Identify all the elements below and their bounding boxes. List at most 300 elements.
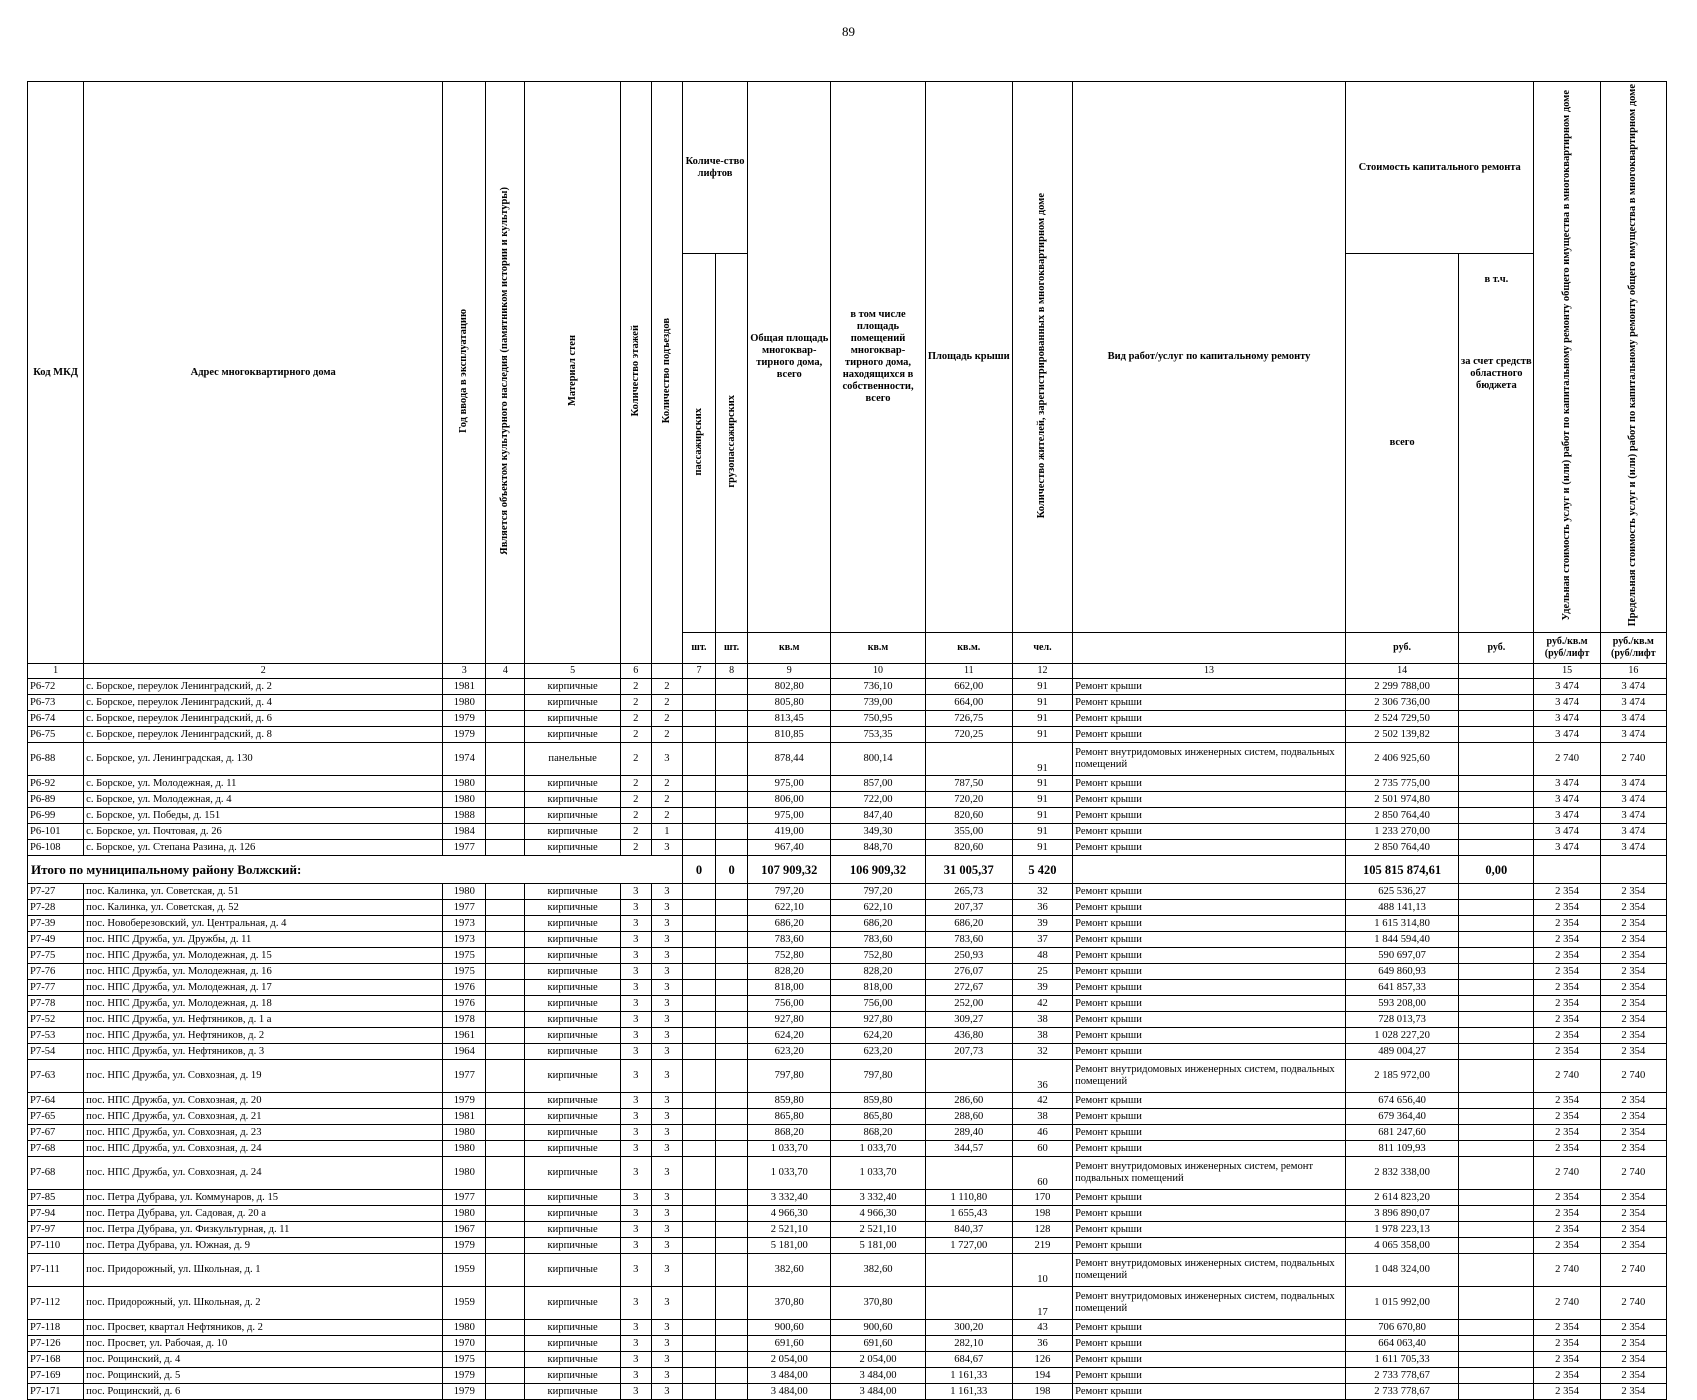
cell-lifts-cargo — [716, 695, 748, 711]
cell-limit-cost: 2 354 — [1600, 980, 1666, 996]
cell-work-type: Ремонт крыши — [1073, 1384, 1346, 1400]
cell-limit-cost: 2 354 — [1600, 1352, 1666, 1368]
cell-entrances: 3 — [651, 743, 682, 776]
cell-floors: 3 — [620, 980, 651, 996]
cell-floors: 3 — [620, 1093, 651, 1109]
cell-walls: кирпичные — [525, 1093, 620, 1109]
column-numbers-row — [28, 664, 1667, 679]
cell-heritage — [486, 824, 525, 840]
column-number: 12 — [1012, 664, 1072, 679]
cell-address: пос. Придорожный, ул. Школьная, д. 1 — [84, 1254, 443, 1287]
cell-heritage — [486, 1384, 525, 1400]
cell-cost-budget — [1459, 695, 1534, 711]
cell-heritage — [486, 1028, 525, 1044]
cell-residents: 91 — [1012, 711, 1072, 727]
cell-floors: 3 — [620, 1028, 651, 1044]
cell-cost-budget — [1459, 711, 1534, 727]
cell-entrances: 2 — [651, 776, 682, 792]
header-floors: Количество этажей — [629, 324, 641, 417]
cell-lifts-passenger — [682, 695, 715, 711]
cell-address: с. Борское, переулок Ленинградский, д. 4 — [84, 695, 443, 711]
cell-address: пос. Рощинский, д. 5 — [84, 1368, 443, 1384]
cell-total-area: 810,85 — [748, 727, 831, 743]
cell-owned-area: 736,10 — [831, 679, 925, 695]
cell-limit-cost: 3 474 — [1600, 727, 1666, 743]
cell-year: 1961 — [443, 1028, 486, 1044]
cell-total-area: 3 484,00 — [748, 1368, 831, 1384]
cell-owned-area: 847,40 — [831, 808, 925, 824]
cell-unit-cost: 3 474 — [1534, 727, 1600, 743]
cell-entrances: 3 — [651, 1206, 682, 1222]
cell-address: пос. Рощинский, д. 6 — [84, 1384, 443, 1400]
cell-address: пос. НПС Дружба, ул. Совхозная, д. 19 — [84, 1060, 443, 1093]
unit-cost-total: руб. — [1345, 633, 1458, 664]
cell-unit-cost: 2 740 — [1534, 743, 1600, 776]
cell-limit-cost: 2 354 — [1600, 1190, 1666, 1206]
cell-cost-budget — [1459, 824, 1534, 840]
cell-address: с. Борское, ул. Победы, д. 151 — [84, 808, 443, 824]
cell-heritage — [486, 916, 525, 932]
total-label: Итого по муниципальному району Волжский: — [28, 856, 683, 884]
cell-code: Р7-64 — [28, 1093, 84, 1109]
cell-work-type: Ремонт внутридомовых инженерных систем, подвальных помещений — [1073, 743, 1346, 776]
cell-floors: 2 — [620, 792, 651, 808]
cell-entrances: 3 — [651, 1044, 682, 1060]
cell-work-type: Ремонт крыши — [1073, 1125, 1346, 1141]
cell-cost-budget — [1459, 948, 1534, 964]
cell-lifts-cargo — [716, 1368, 748, 1384]
cell-lifts-passenger — [682, 996, 715, 1012]
cell-code: Р7-49 — [28, 932, 84, 948]
total-work-type — [1073, 856, 1346, 884]
cell-entrances: 2 — [651, 727, 682, 743]
cell-address: пос. Петра Дубрава, ул. Физкультурная, д. 11 — [84, 1222, 443, 1238]
cell-residents: 60 — [1012, 1141, 1072, 1157]
cell-unit-cost: 2 354 — [1534, 900, 1600, 916]
cell-roof-area: 355,00 — [925, 824, 1012, 840]
cell-roof-area: 787,50 — [925, 776, 1012, 792]
cell-cost-budget — [1459, 1190, 1534, 1206]
cell-address: с. Борское, ул. Степана Разина, д. 126 — [84, 840, 443, 856]
cell-residents: 219 — [1012, 1238, 1072, 1254]
cell-entrances: 3 — [651, 996, 682, 1012]
cell-year: 1979 — [443, 727, 486, 743]
cell-address: пос. Калинка, ул. Советская, д. 51 — [84, 884, 443, 900]
cell-address: пос. НПС Дружба, ул. Молодежная, д. 17 — [84, 980, 443, 996]
cell-lifts-cargo — [716, 1206, 748, 1222]
cell-cost-total: 489 004,27 — [1345, 1044, 1458, 1060]
table-row — [28, 1190, 1667, 1206]
cell-heritage — [486, 840, 525, 856]
cell-code: Р7-78 — [28, 996, 84, 1012]
cell-owned-area: 818,00 — [831, 980, 925, 996]
cell-roof-area: 300,20 — [925, 1320, 1012, 1336]
cell-heritage — [486, 1206, 525, 1222]
cell-work-type: Ремонт крыши — [1073, 980, 1346, 996]
cell-heritage — [486, 1287, 525, 1320]
cell-work-type: Ремонт крыши — [1073, 1336, 1346, 1352]
cell-residents: 91 — [1012, 743, 1072, 776]
cell-work-type: Ремонт крыши — [1073, 1141, 1346, 1157]
cell-roof-area: 686,20 — [925, 916, 1012, 932]
cell-lifts-passenger — [682, 792, 715, 808]
cell-entrances: 3 — [651, 1222, 682, 1238]
cell-unit-cost: 2 740 — [1534, 1157, 1600, 1190]
cell-work-type: Ремонт внутридомовых инженерных систем, подвальных помещений — [1073, 1287, 1346, 1320]
cell-code: Р7-111 — [28, 1254, 84, 1287]
total-roof-area: 31 005,37 — [925, 856, 1012, 884]
cell-cost-total: 2 735 775,00 — [1345, 776, 1458, 792]
cell-cost-total: 2 733 778,67 — [1345, 1384, 1458, 1400]
header-work-type: Вид работ/услуг по капитальному ремонту — [1073, 82, 1346, 633]
cell-entrances: 2 — [651, 792, 682, 808]
cell-entrances: 3 — [651, 1125, 682, 1141]
column-number — [1459, 664, 1534, 679]
cell-limit-cost: 2 740 — [1600, 1060, 1666, 1093]
cell-limit-cost: 2 740 — [1600, 1157, 1666, 1190]
cell-lifts-passenger — [682, 1352, 715, 1368]
cell-walls: кирпичные — [525, 1044, 620, 1060]
cell-entrances: 3 — [651, 1190, 682, 1206]
cell-lifts-passenger — [682, 948, 715, 964]
cell-cost-budget — [1459, 996, 1534, 1012]
cell-cost-budget — [1459, 727, 1534, 743]
table-row — [28, 792, 1667, 808]
cell-limit-cost: 2 354 — [1600, 1206, 1666, 1222]
cell-work-type: Ремонт крыши — [1073, 884, 1346, 900]
cell-work-type: Ремонт крыши — [1073, 695, 1346, 711]
cell-lifts-passenger — [682, 1060, 715, 1093]
cell-floors: 3 — [620, 1336, 651, 1352]
cell-lifts-passenger — [682, 776, 715, 792]
cell-residents: 91 — [1012, 679, 1072, 695]
cell-code: Р7-112 — [28, 1287, 84, 1320]
cell-lifts-cargo — [716, 743, 748, 776]
cell-owned-area: 2 054,00 — [831, 1352, 925, 1368]
cell-cost-budget — [1459, 1125, 1534, 1141]
cell-residents: 60 — [1012, 1157, 1072, 1190]
cell-total-area: 3 332,40 — [748, 1190, 831, 1206]
cell-total-area: 828,20 — [748, 964, 831, 980]
cell-heritage — [486, 695, 525, 711]
header-heritage: Является объектом культурного наследия (памятником истории и культуры) — [499, 186, 511, 555]
cell-code: Р6-108 — [28, 840, 84, 856]
cell-code: Р6-88 — [28, 743, 84, 776]
cell-lifts-passenger — [682, 679, 715, 695]
cell-limit-cost: 2 354 — [1600, 1368, 1666, 1384]
cell-address: пос. Рощинский, д. 4 — [84, 1352, 443, 1368]
cell-unit-cost: 2 740 — [1534, 1287, 1600, 1320]
page-number: 89 — [842, 24, 855, 39]
table-row — [28, 1028, 1667, 1044]
cell-lifts-passenger — [682, 1384, 715, 1400]
cell-limit-cost: 2 354 — [1600, 916, 1666, 932]
cell-walls: кирпичные — [525, 840, 620, 856]
cell-owned-area: 857,00 — [831, 776, 925, 792]
cell-limit-cost: 2 354 — [1600, 1093, 1666, 1109]
repair-register-table — [27, 81, 1667, 1400]
cell-walls: кирпичные — [525, 824, 620, 840]
cell-total-area: 818,00 — [748, 980, 831, 996]
cell-work-type: Ремонт крыши — [1073, 679, 1346, 695]
total-area: 107 909,32 — [748, 856, 831, 884]
cell-roof-area: 288,60 — [925, 1109, 1012, 1125]
cell-owned-area: 722,00 — [831, 792, 925, 808]
cell-roof-area: 250,93 — [925, 948, 1012, 964]
cell-lifts-passenger — [682, 1254, 715, 1287]
cell-lifts-cargo — [716, 1044, 748, 1060]
header-unit-cost: Удельная стоимость услуг и (или) работ по капитальному ремонту общего имущества в многоквартирном доме — [1561, 89, 1573, 621]
table-row — [28, 695, 1667, 711]
cell-work-type: Ремонт крыши — [1073, 808, 1346, 824]
cell-total-area: 1 033,70 — [748, 1141, 831, 1157]
header-residents: Количество жителей, зарегистрированных в многоквартирном доме — [1036, 192, 1048, 518]
cell-heritage — [486, 980, 525, 996]
table-row — [28, 824, 1667, 840]
cell-total-area: 802,80 — [748, 679, 831, 695]
cell-unit-cost: 2 354 — [1534, 1320, 1600, 1336]
cell-floors: 2 — [620, 824, 651, 840]
cell-owned-area: 797,20 — [831, 884, 925, 900]
cell-work-type: Ремонт крыши — [1073, 932, 1346, 948]
unit-owned-area: кв.м — [831, 633, 925, 664]
cell-roof-area: 282,10 — [925, 1336, 1012, 1352]
cell-unit-cost: 2 354 — [1534, 1238, 1600, 1254]
cell-heritage — [486, 884, 525, 900]
cell-cost-total: 2 832 338,00 — [1345, 1157, 1458, 1190]
cell-owned-area: 1 033,70 — [831, 1157, 925, 1190]
column-number: 15 — [1534, 664, 1600, 679]
cell-limit-cost: 3 474 — [1600, 824, 1666, 840]
cell-code: Р7-110 — [28, 1238, 84, 1254]
cell-lifts-passenger — [682, 1012, 715, 1028]
cell-heritage — [486, 792, 525, 808]
cell-unit-cost: 3 474 — [1534, 776, 1600, 792]
cell-unit-cost: 3 474 — [1534, 824, 1600, 840]
cell-floors: 3 — [620, 1012, 651, 1028]
table-header — [28, 82, 1667, 679]
cell-unit-cost: 3 474 — [1534, 792, 1600, 808]
cell-code: Р7-76 — [28, 964, 84, 980]
cell-entrances: 2 — [651, 695, 682, 711]
cell-entrances: 3 — [651, 1141, 682, 1157]
cell-cost-budget — [1459, 808, 1534, 824]
cell-lifts-passenger — [682, 916, 715, 932]
cell-cost-budget — [1459, 1287, 1534, 1320]
cell-roof-area — [925, 1287, 1012, 1320]
cell-lifts-passenger — [682, 1157, 715, 1190]
cell-unit-cost: 2 354 — [1534, 1028, 1600, 1044]
cell-address: пос. Петра Дубрава, ул. Южная, д. 9 — [84, 1238, 443, 1254]
cell-total-area: 927,80 — [748, 1012, 831, 1028]
cell-walls: кирпичные — [525, 1352, 620, 1368]
cell-cost-total: 2 614 823,20 — [1345, 1190, 1458, 1206]
cell-floors: 3 — [620, 1287, 651, 1320]
cell-unit-cost: 3 474 — [1534, 711, 1600, 727]
cell-heritage — [486, 727, 525, 743]
cell-work-type: Ремонт крыши — [1073, 948, 1346, 964]
cell-cost-budget — [1459, 1336, 1534, 1352]
cell-owned-area: 3 484,00 — [831, 1368, 925, 1384]
table-row — [28, 948, 1667, 964]
cell-lifts-passenger — [682, 1320, 715, 1336]
cell-work-type: Ремонт крыши — [1073, 840, 1346, 856]
cell-owned-area: 800,14 — [831, 743, 925, 776]
cell-walls: кирпичные — [525, 1384, 620, 1400]
cell-limit-cost: 3 474 — [1600, 776, 1666, 792]
cell-lifts-passenger — [682, 1287, 715, 1320]
cell-lifts-cargo — [716, 948, 748, 964]
cell-cost-total: 649 860,93 — [1345, 964, 1458, 980]
cell-roof-area: 344,57 — [925, 1141, 1012, 1157]
cell-lifts-cargo — [716, 1093, 748, 1109]
cell-unit-cost: 2 354 — [1534, 948, 1600, 964]
cell-limit-cost: 2 354 — [1600, 1044, 1666, 1060]
cell-entrances: 3 — [651, 1287, 682, 1320]
cell-total-area: 2 521,10 — [748, 1222, 831, 1238]
cell-entrances: 3 — [651, 1384, 682, 1400]
cell-address: с. Борское, переулок Ленинградский, д. 2 — [84, 679, 443, 695]
cell-work-type: Ремонт крыши — [1073, 964, 1346, 980]
cell-lifts-passenger — [682, 1093, 715, 1109]
cell-lifts-cargo — [716, 1125, 748, 1141]
cell-cost-total: 1 233 270,00 — [1345, 824, 1458, 840]
cell-owned-area: 622,10 — [831, 900, 925, 916]
cell-cost-total: 4 065 358,00 — [1345, 1238, 1458, 1254]
cell-lifts-passenger — [682, 1109, 715, 1125]
cell-work-type: Ремонт крыши — [1073, 1190, 1346, 1206]
cell-year: 1976 — [443, 980, 486, 996]
unit-roof-area: кв.м. — [925, 633, 1012, 664]
cell-heritage — [486, 948, 525, 964]
cell-code: Р6-99 — [28, 808, 84, 824]
cell-work-type: Ремонт крыши — [1073, 1222, 1346, 1238]
cell-entrances: 3 — [651, 884, 682, 900]
cell-roof-area: 783,60 — [925, 932, 1012, 948]
unit-cost-budget: руб. — [1459, 633, 1534, 664]
cell-walls: кирпичные — [525, 1157, 620, 1190]
cell-limit-cost: 2 354 — [1600, 932, 1666, 948]
cell-lifts-passenger — [682, 964, 715, 980]
cell-year: 1978 — [443, 1012, 486, 1028]
cell-code: Р6-75 — [28, 727, 84, 743]
cell-cost-total: 2 406 925,60 — [1345, 743, 1458, 776]
cell-roof-area: 207,37 — [925, 900, 1012, 916]
cell-entrances: 2 — [651, 808, 682, 824]
cell-cost-total: 681 247,60 — [1345, 1125, 1458, 1141]
table-row — [28, 1368, 1667, 1384]
cell-address: с. Борское, ул. Молодежная, д. 4 — [84, 792, 443, 808]
cell-year: 1980 — [443, 1320, 486, 1336]
cell-roof-area: 1 161,33 — [925, 1384, 1012, 1400]
cell-cost-total: 593 208,00 — [1345, 996, 1458, 1012]
cell-unit-cost: 2 354 — [1534, 1336, 1600, 1352]
cell-walls: кирпичные — [525, 964, 620, 980]
cell-lifts-cargo — [716, 711, 748, 727]
total-unit-cost — [1534, 856, 1600, 884]
cell-cost-budget — [1459, 1012, 1534, 1028]
cell-cost-total: 811 109,93 — [1345, 1141, 1458, 1157]
cell-walls: кирпичные — [525, 1320, 620, 1336]
cell-owned-area: 756,00 — [831, 996, 925, 1012]
cell-cost-budget — [1459, 1352, 1534, 1368]
column-number: 4 — [486, 664, 525, 679]
cell-cost-total: 1 844 594,40 — [1345, 932, 1458, 948]
cell-roof-area: 252,00 — [925, 996, 1012, 1012]
cell-lifts-cargo — [716, 996, 748, 1012]
cell-lifts-cargo — [716, 1384, 748, 1400]
cell-cost-budget — [1459, 1254, 1534, 1287]
cell-year: 1980 — [443, 1206, 486, 1222]
table-row — [28, 996, 1667, 1012]
cell-work-type: Ремонт крыши — [1073, 727, 1346, 743]
cell-residents: 32 — [1012, 884, 1072, 900]
total-limit-cost — [1600, 856, 1666, 884]
table-row — [28, 964, 1667, 980]
cell-floors: 3 — [620, 996, 651, 1012]
column-number: 14 — [1345, 664, 1458, 679]
cell-lifts-passenger — [682, 1238, 715, 1254]
cell-floors: 3 — [620, 900, 651, 916]
cell-owned-area: 739,00 — [831, 695, 925, 711]
cell-year: 1974 — [443, 743, 486, 776]
cell-lifts-passenger — [682, 1028, 715, 1044]
cell-cost-total: 2 306 736,00 — [1345, 695, 1458, 711]
cell-total-area: 756,00 — [748, 996, 831, 1012]
cell-code: Р6-101 — [28, 824, 84, 840]
cell-total-area: 868,20 — [748, 1125, 831, 1141]
cell-floors: 3 — [620, 1044, 651, 1060]
cell-limit-cost: 2 354 — [1600, 1109, 1666, 1125]
cell-limit-cost: 2 354 — [1600, 948, 1666, 964]
cell-year: 1973 — [443, 916, 486, 932]
cell-entrances: 1 — [651, 824, 682, 840]
cell-limit-cost: 2 354 — [1600, 996, 1666, 1012]
cell-residents: 194 — [1012, 1368, 1072, 1384]
cell-roof-area: 820,60 — [925, 840, 1012, 856]
cell-walls: кирпичные — [525, 1238, 620, 1254]
cell-owned-area: 797,80 — [831, 1060, 925, 1093]
cell-floors: 3 — [620, 1254, 651, 1287]
cell-address: пос. НПС Дружба, ул. Нефтяников, д. 1 а — [84, 1012, 443, 1028]
cell-floors: 3 — [620, 1109, 651, 1125]
cell-heritage — [486, 1222, 525, 1238]
cell-lifts-cargo — [716, 1254, 748, 1287]
cell-roof-area: 1 727,00 — [925, 1238, 1012, 1254]
cell-unit-cost: 2 354 — [1534, 1125, 1600, 1141]
cell-cost-budget — [1459, 1060, 1534, 1093]
cell-heritage — [486, 964, 525, 980]
cell-owned-area: 900,60 — [831, 1320, 925, 1336]
cell-total-area: 865,80 — [748, 1109, 831, 1125]
table-row — [28, 1012, 1667, 1028]
cell-heritage — [486, 776, 525, 792]
cell-cost-total: 2 733 778,67 — [1345, 1368, 1458, 1384]
cell-entrances: 3 — [651, 1352, 682, 1368]
cell-total-area: 752,80 — [748, 948, 831, 964]
cell-total-area: 419,00 — [748, 824, 831, 840]
cell-lifts-cargo — [716, 1352, 748, 1368]
cell-address: пос. НПС Дружба, ул. Нефтяников, д. 2 — [84, 1028, 443, 1044]
cell-unit-cost: 2 354 — [1534, 1109, 1600, 1125]
cell-work-type: Ремонт крыши — [1073, 900, 1346, 916]
cell-unit-cost: 2 354 — [1534, 1206, 1600, 1222]
cell-code: Р7-67 — [28, 1125, 84, 1141]
cell-address: с. Борское, переулок Ленинградский, д. 6 — [84, 711, 443, 727]
cell-lifts-cargo — [716, 1141, 748, 1157]
total-lifts-cargo: 0 — [716, 856, 748, 884]
cell-lifts-passenger — [682, 1368, 715, 1384]
